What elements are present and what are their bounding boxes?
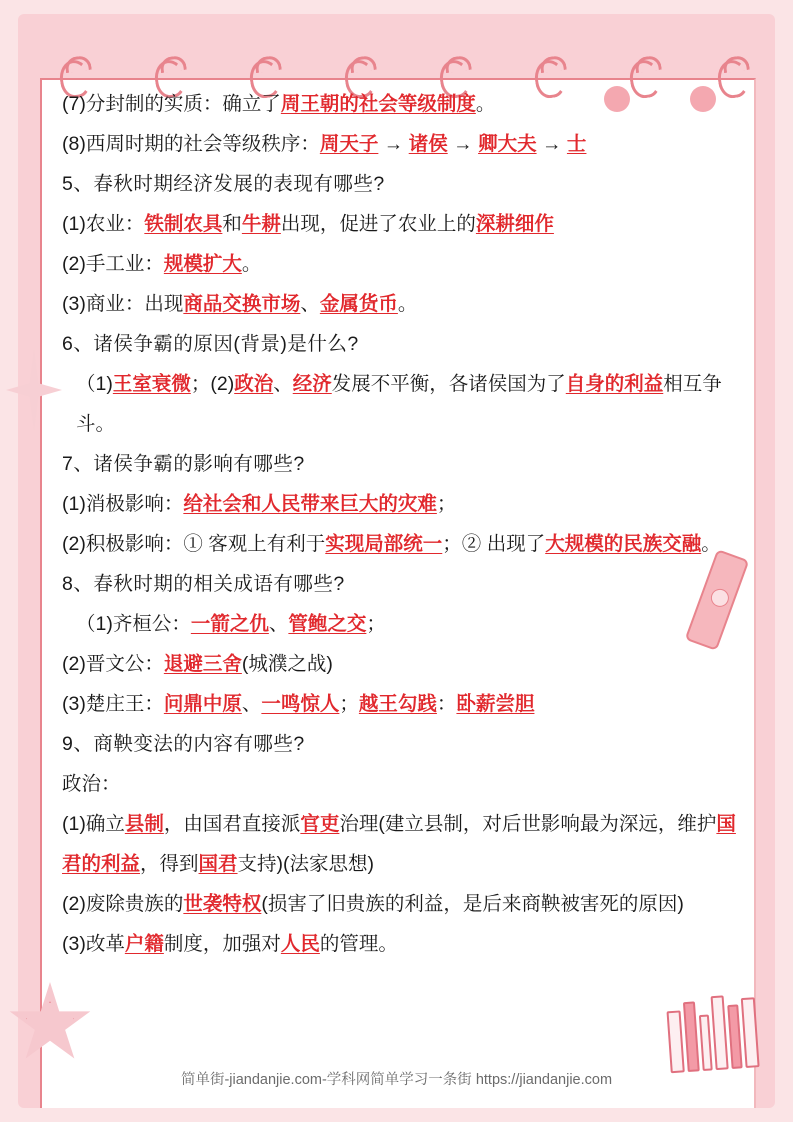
note-line: （1)齐桓公：一箭之仇、管鲍之交； xyxy=(76,613,386,635)
note-line: 8、春秋时期的相关成语有哪些? xyxy=(62,573,345,595)
watermark-footer: 简单街-jiandanjie.com-学科网简单学习一条街 https://jiandanjie.com xyxy=(180,1072,613,1088)
note-line: (2)积极影响：① 客观上有利于实现局部统一；② 出现了大规模的民族交融。 xyxy=(62,533,721,555)
note-line: (7)分封制的实质：确立了周王朝的社会等级制度。 xyxy=(62,93,496,115)
note-line: (1)农业：铁制农具和牛耕出现，促进了农业上的深耕细作 xyxy=(62,213,554,235)
note-line: (2)废除贵族的世袭特权(损害了旧贵族的利益，是后来商鞅被害死的原因) xyxy=(62,893,684,915)
note-line: (1)消极影响：给社会和人民带来巨大的灾难； xyxy=(62,493,457,515)
note-line: 7、诸侯争霸的影响有哪些? xyxy=(62,453,305,475)
note-line: (2)晋文公：退避三舍(城濮之战) xyxy=(62,653,333,675)
note-line: 6、诸侯争霸的原因(背景)是什么? xyxy=(62,333,359,355)
note-line: (2)手工业：规模扩大。 xyxy=(62,253,262,275)
note-line: 政治： xyxy=(62,773,121,795)
note-line: (1)确立县制，由国君直接派官吏治理(建立县制，对后世影响最为深远，维护国君的利益，得到国君支持)(法家思想) xyxy=(62,813,736,875)
note-body xyxy=(62,84,742,964)
note-line: (3)改革户籍制度，加强对人民的管理。 xyxy=(62,933,398,955)
note-line: 5、春秋时期经济发展的表现有哪些? xyxy=(62,173,385,195)
note-line: (8)西周时期的社会等级秩序：周天子 → 诸侯 → 卿大夫 → 士 xyxy=(62,133,587,155)
note-line: (3)楚庄王：问鼎中原、一鸣惊人；越王勾践：卧薪尝胆 xyxy=(62,693,535,715)
books-decoration-icon xyxy=(665,989,766,1074)
note-line: （1)王室衰微；(2)政治、经济发展不平衡，各诸侯国为了自身的利益相互争斗。 xyxy=(76,373,722,435)
note-line: 9、商鞅变法的内容有哪些? xyxy=(62,733,305,755)
highlight-text: 周王朝的社会等级制度 xyxy=(280,93,476,115)
note-line: (3)商业：出现商品交换市场、金属货币。 xyxy=(62,293,418,315)
